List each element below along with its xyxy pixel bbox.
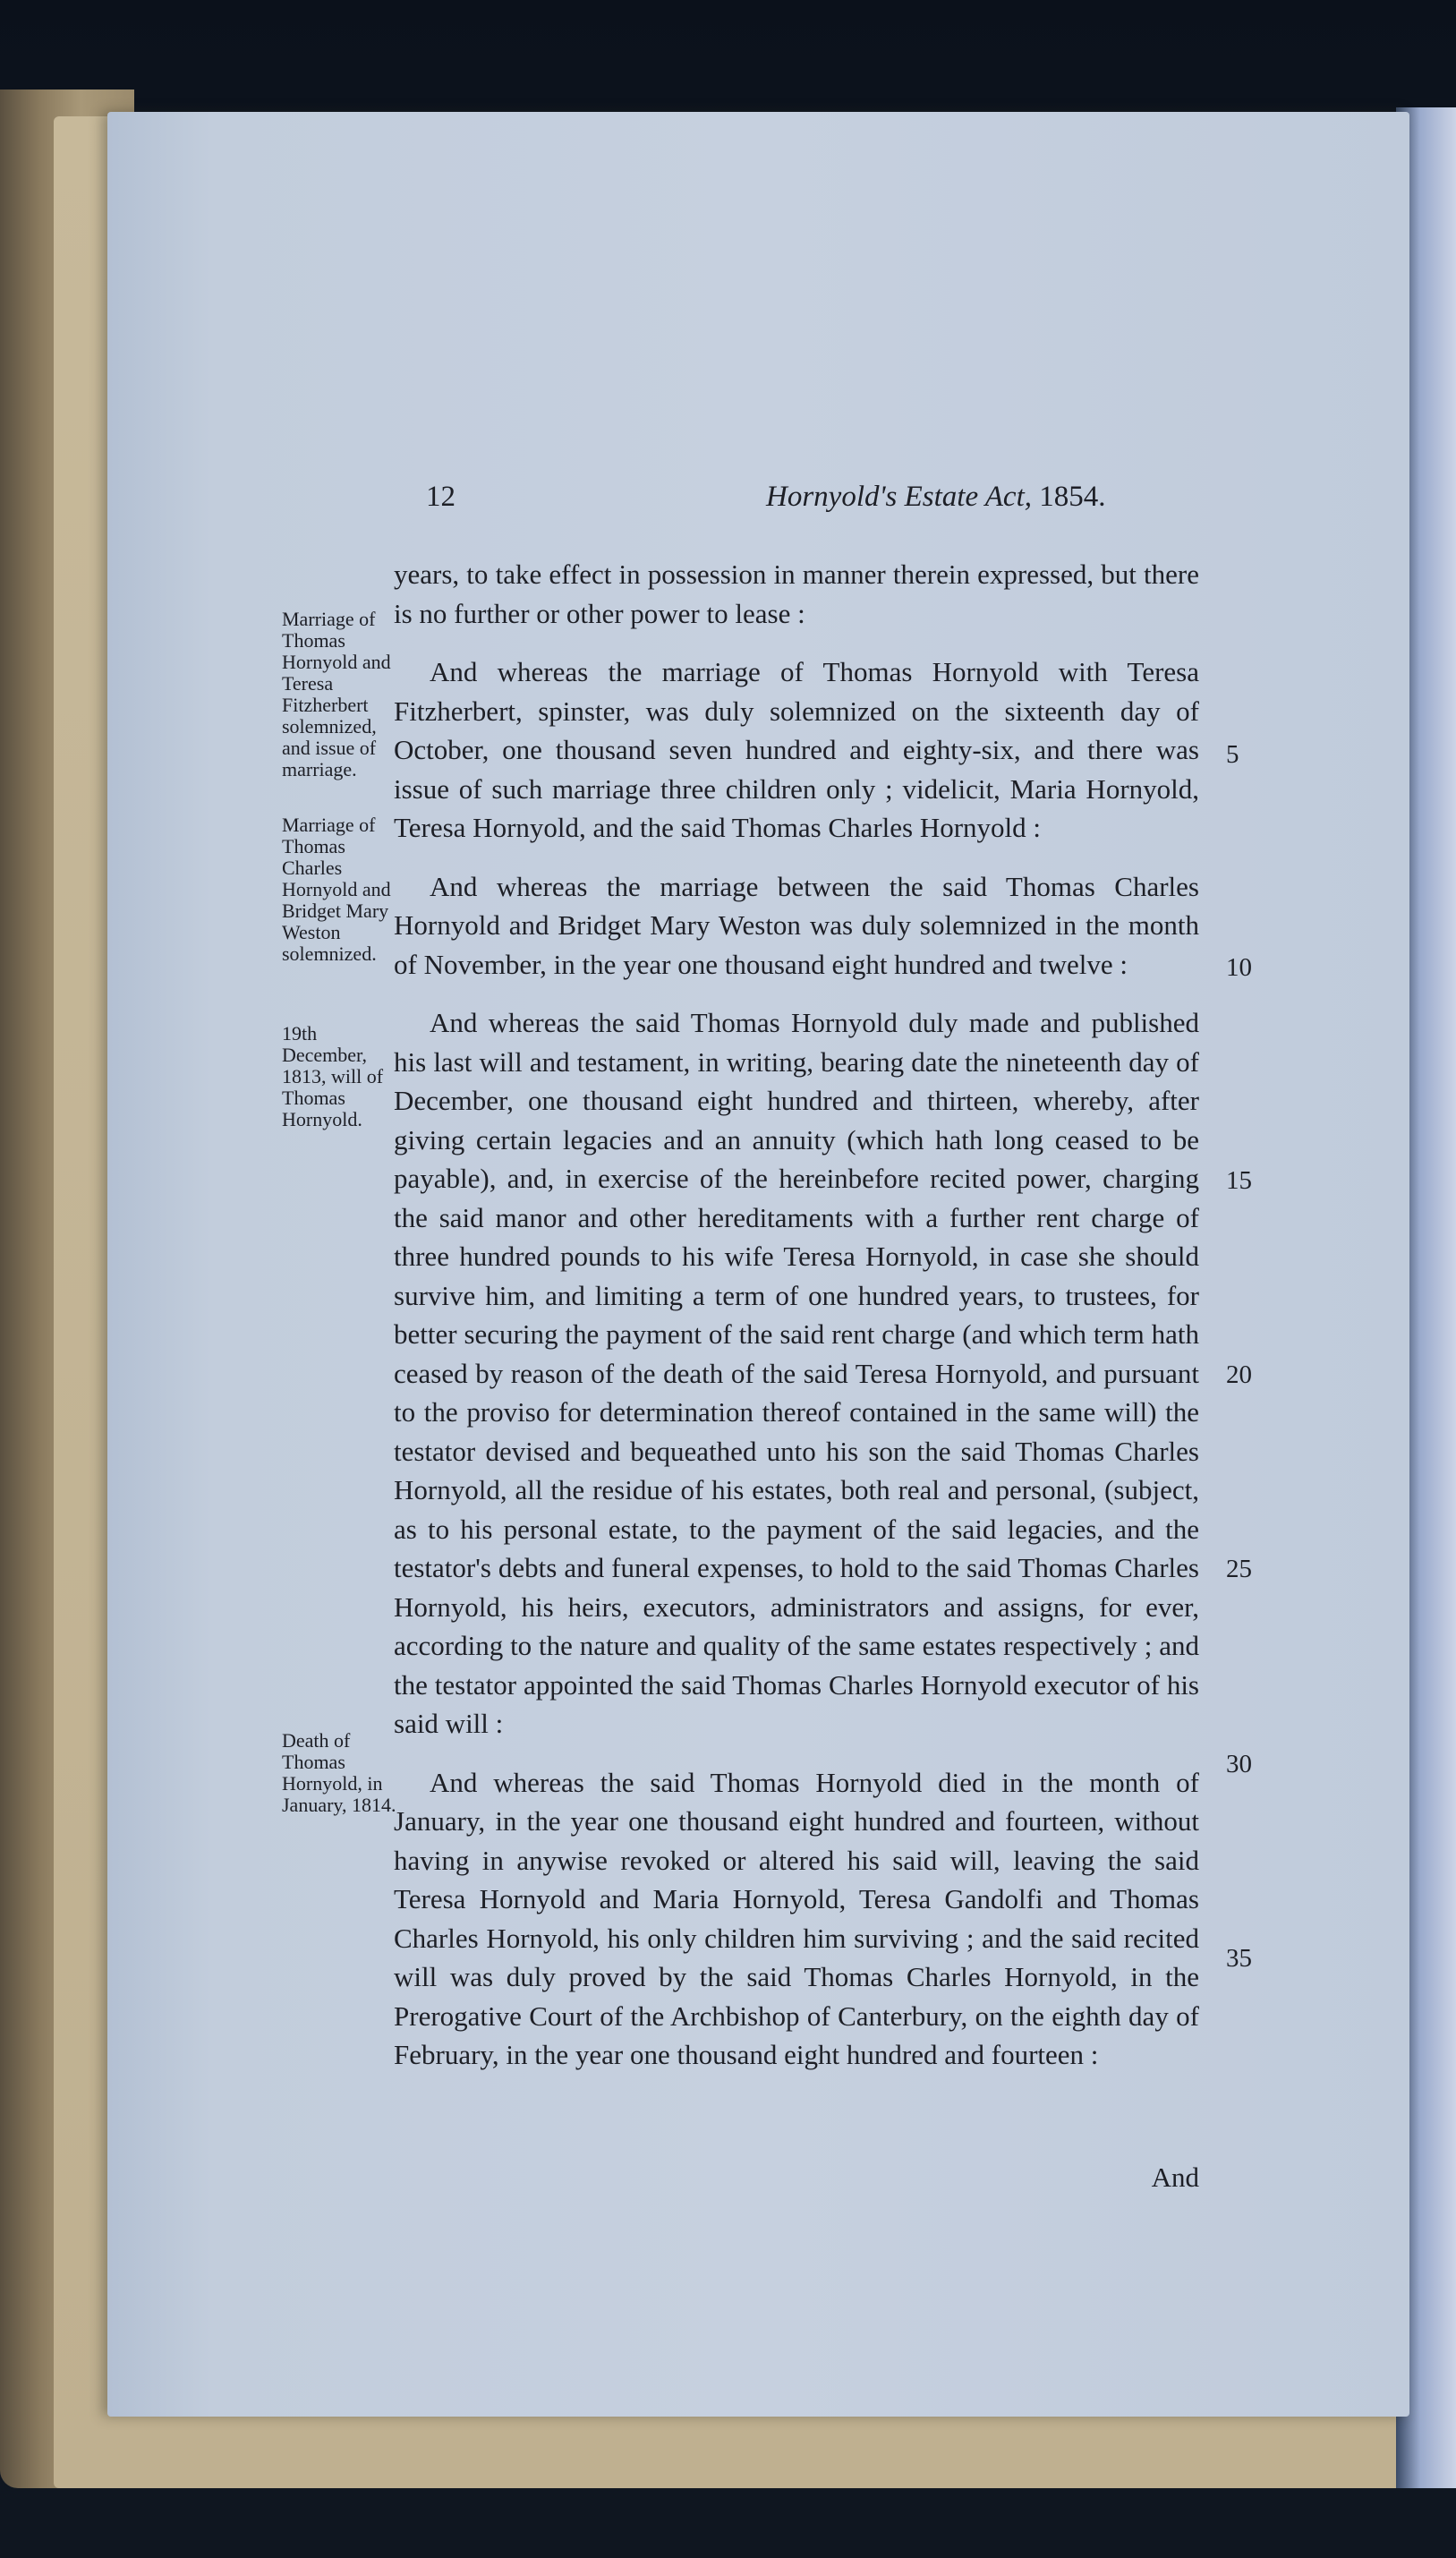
line-number-30: 30 <box>1226 1750 1252 1778</box>
paragraph-1: years, to take effect in possession in manner therein expressed, but there is no further or other power to lease : <box>394 558 1199 629</box>
margin-note-death: Death of Thomas Hornyold, in January, 1814. <box>282 1729 396 1816</box>
line-number-10: 10 <box>1226 953 1252 982</box>
paragraph-2: And whereas the marriage of Thomas Hornyold with Teresa Fitzherbert, spinster, was duly solemnized on the sixteenth day of October, one thousand seven hundred and eighty-six, and there was issue of such marriage three children only ; videlicit, Maria Hornyold, Teresa Hornyold, and the said Thomas Charles Hornyold : <box>394 656 1199 843</box>
line-number-5: 5 <box>1226 740 1239 769</box>
page-header <box>426 481 1142 525</box>
body-text <box>394 555 1199 2094</box>
paragraph-3: And whereas the marriage between the said Thomas Charles Hornyold and Bridget Mary Weston was duly solemnized in the month of November, in the year one thousand eight hundred and twelve : <box>394 870 1199 980</box>
line-number-15: 15 <box>1226 1166 1252 1195</box>
running-title-year: 1854. <box>1039 481 1106 513</box>
line-number-20: 20 <box>1226 1360 1252 1389</box>
line-number-25: 25 <box>1226 1555 1252 1583</box>
catchword: And <box>1151 2162 1199 2193</box>
page-number: 12 <box>426 481 456 513</box>
running-title <box>766 481 1106 514</box>
paragraph-4: And whereas the said Thomas Hornyold duly made and published his last will and testament, in writing, bearing date the nineteenth day of December, one thousand eight hundred and thirteen, whereby, after giving certain legacies and an annuity (which hath long ceased to be payable), and, in exercise of the hereinbefore recited power, charging the said manor and other hereditaments with a further rent charge of three hundred pounds to his wife Teresa Hornyold, in case she should survive him, and limiting a term of one hundred years, to trustees, for better securing the payment of the said rent charge (and which term hath ceased by reason of the death of the said Teresa Hornyold, and pursuant to the proviso for determination thereof contained in the same will) the testator devised and bequeathed unto his son the said Thomas Charles Hornyold, all the residue of his estates, both real and personal, (subject, as to his personal estate, to the payment of the said legacies, and the testator's debts and funeral expenses, to hold to the said Thomas Charles Hornyold, his heirs, executors, administrators and assigns, for ever, according to the nature and quality of the same estates respectively ; and the testator appointed the said Thomas Charles Hornyold executor of his said will : <box>394 1007 1199 1739</box>
document-page <box>107 112 1409 2417</box>
line-number-35: 35 <box>1226 1944 1252 1973</box>
running-title-text: Hornyold's Estate Act, <box>766 481 1032 513</box>
margin-note-marriage-thomas: Marriage of Thomas Hornyold and Teresa Fitzherbert solemnized, and issue of marriage. <box>282 608 391 780</box>
margin-note-marriage-thomas-charles: Marriage of Thomas Charles Hornyold and Bridget Mary Weston solemnized. <box>282 814 391 965</box>
margin-note-will: 19th December, 1813, will of Thomas Hornyold. <box>282 1022 384 1130</box>
paragraph-5: And whereas the said Thomas Hornyold died in the month of January, in the year one thousand eight hundred and fourteen, without having in anywise revoked or altered his said will, leaving the said Teresa Hornyold and Maria Hornyold, Teresa Gandolfi and Thomas Charles Hornyold, his only children him surviving ; and the said recited will was duly proved by the said Thomas Charles Hornyold, in the Prerogative Court of the Archbishop of Canterbury, on the eighth day of February, in the year one thousand eight hundred and fourteen : <box>394 1766 1199 2070</box>
